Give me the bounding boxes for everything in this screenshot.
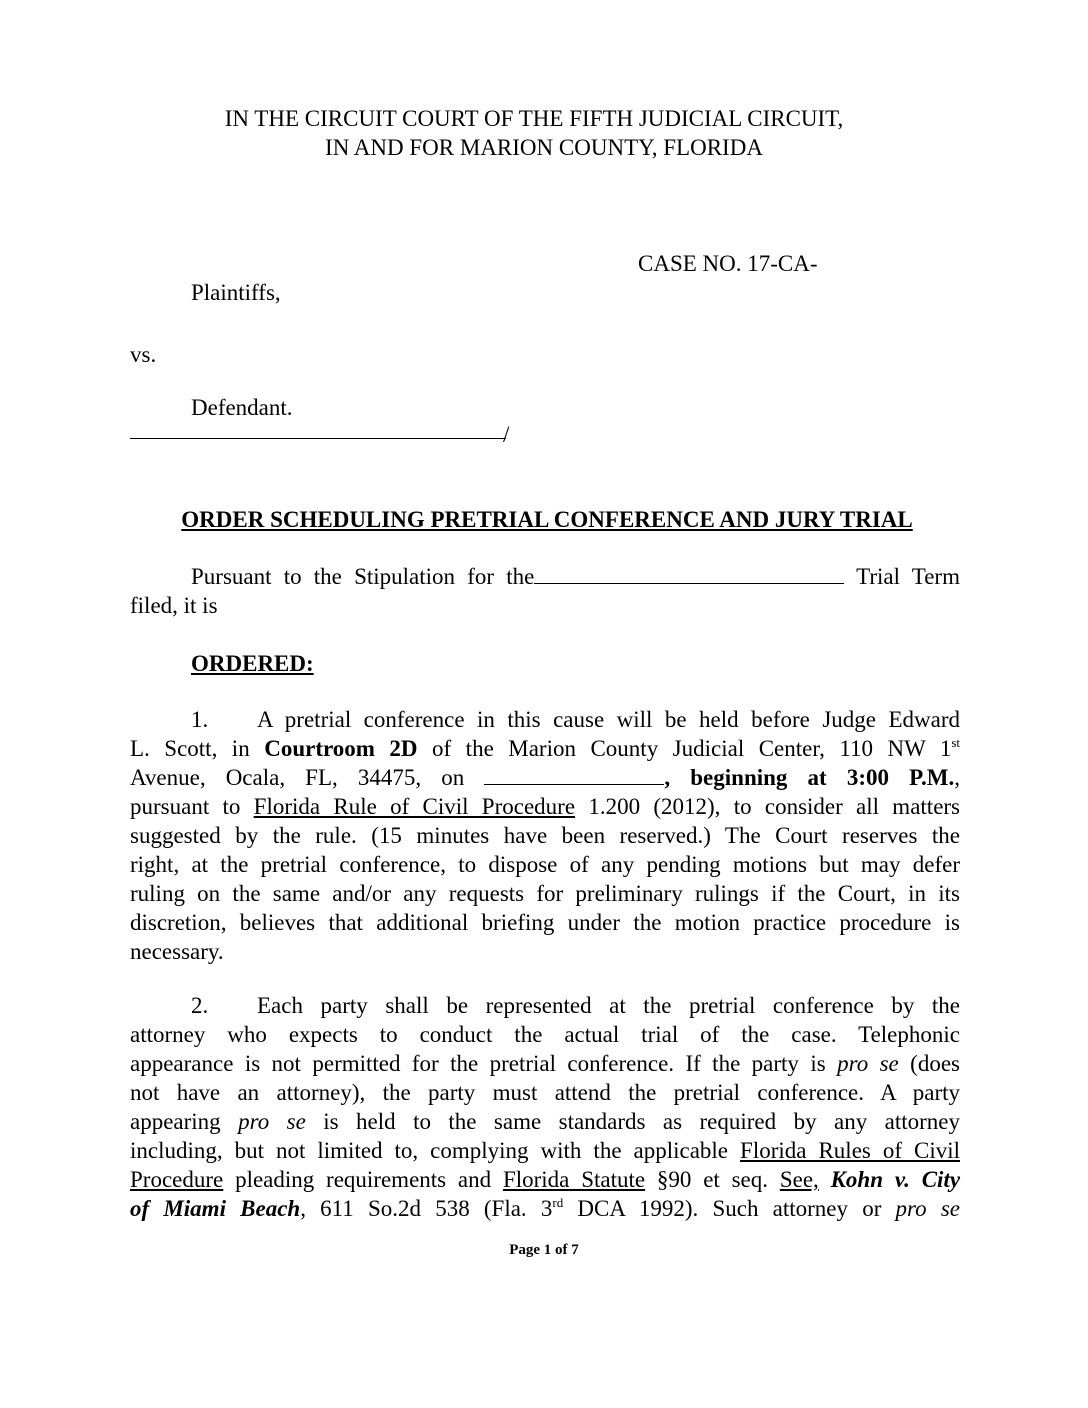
pursuant-text-before-blank: Pursuant to the Stipulation for the	[191, 564, 535, 589]
p2-l6-a: including, but not limited to, complying with the applicable	[130, 1138, 729, 1163]
order-title-text: ORDER SCHEDULING PRETRIAL CONFERENCE AND JURY TRIAL	[181, 507, 913, 532]
p2-line-1	[130, 991, 960, 1020]
florida-statute-reference: Florida Statute	[502, 1167, 646, 1192]
versus-label: vs.	[130, 342, 157, 367]
conference-time: , beginning at 3:00 P.M.	[664, 765, 955, 790]
p1-line-6: right, at the pretrial conference, to dispose of any pending motions but may defer	[130, 852, 960, 877]
caption-slash: /	[503, 422, 510, 447]
pursuant-text-after-blank: Trial Term	[856, 564, 960, 589]
plaintiffs-label: Plaintiffs,	[191, 280, 281, 305]
p2-l5-pro-se: pro se	[238, 1109, 306, 1134]
p2-l5-a: appearing	[130, 1109, 221, 1134]
pursuant-line-1	[130, 562, 960, 591]
p2-line-4: not have an attorney), the party must attend the pretrial conference. A party	[130, 1080, 960, 1105]
p2-l5-b: is held to the same standards as required by any attorney	[323, 1109, 961, 1134]
p1-l3-a: Avenue, Ocala, FL, 34475, on	[130, 765, 465, 790]
page-number-footer: Page 1 of 7	[509, 1242, 579, 1258]
p2-line-6	[130, 1136, 960, 1165]
florida-rule-reference: Florida Rule of Civil Procedure	[253, 794, 576, 819]
courtroom-label: Courtroom 2D	[264, 736, 418, 761]
p2-l3-b: (does	[910, 1051, 960, 1076]
conference-date-blank	[484, 764, 664, 785]
p1-line-1-text: A pretrial conference in this cause will be held before Judge Edward	[257, 707, 960, 732]
p2-l8-pro-se: pro se	[895, 1196, 960, 1221]
pursuant-paragraph	[130, 562, 960, 620]
p1-l4-b: 1.200 (2012), to consider all matters	[588, 794, 961, 819]
court-heading-line-1: IN THE CIRCUIT COURT OF THE FIFTH JUDICIAL CIRCUIT,	[224, 106, 844, 131]
p1-l4-a: pursuant to	[130, 794, 241, 819]
trial-term-blank	[534, 563, 844, 584]
p1-line-4	[130, 792, 960, 821]
p1-line-1	[130, 705, 960, 734]
ordered-heading: ORDERED:	[191, 651, 314, 676]
p1-l2-c: of the Marion County Judicial Center, 110 NW 1	[432, 736, 952, 761]
p2-line-5	[130, 1107, 960, 1136]
p1-number: 1.	[191, 707, 209, 732]
order-title	[0, 505, 1088, 534]
p2-l8-a: , 611 So.2d 538 (Fla. 3	[300, 1196, 553, 1221]
paragraph-2	[130, 991, 960, 1223]
p2-l8-b: DCA 1992). Such attorney or	[577, 1196, 882, 1221]
p1-line-9: necessary.	[130, 939, 224, 964]
p2-line-8	[130, 1194, 960, 1223]
see-signal: See,	[779, 1167, 819, 1192]
pursuant-line-2: filed, it is	[130, 593, 218, 618]
court-heading-line-2: IN AND FOR MARION COUNTY, FLORIDA	[325, 135, 763, 160]
p2-l8-sup: rd	[552, 1195, 564, 1210]
p2-line-3	[130, 1049, 960, 1078]
p2-l7-b: §90 et seq.	[656, 1167, 768, 1192]
p1-line-5: suggested by the rule. (15 minutes have been reserved.) The Court reserves the	[130, 823, 960, 848]
caption-signature-line	[130, 438, 506, 439]
p2-line-2: attorney who expects to conduct the actual trial of the case. Telephonic	[130, 1022, 960, 1047]
p2-line-1-text: Each party shall be represented at the pretrial conference by the	[257, 993, 960, 1018]
defendant-label: Defendant.	[191, 395, 293, 420]
p2-l3-a: appearance is not permitted for the pretrial conference. If the party is	[130, 1051, 826, 1076]
p1-l2-sup: st	[951, 735, 961, 750]
case-citation-part-1: Kohn v. City	[830, 1167, 961, 1192]
p2-l3-pro-se: pro se	[837, 1051, 899, 1076]
p2-l7-a: pleading requirements and	[235, 1167, 492, 1192]
florida-rules-civil-reference: Florida Rules of Civil	[740, 1138, 961, 1163]
p2-number: 2.	[191, 993, 209, 1018]
p1-line-8: discretion, believes that additional briefing under the motion practice procedure is	[130, 910, 960, 935]
p2-line-7	[130, 1165, 960, 1194]
paragraph-1	[130, 705, 960, 966]
procedure-reference: Procedure	[130, 1167, 224, 1192]
p1-l2-a: L. Scott, in	[130, 736, 250, 761]
case-citation-part-2: of Miami Beach	[130, 1196, 301, 1221]
p1-line-3	[130, 763, 960, 792]
p1-line-7: ruling on the same and/or any requests for preliminary rulings if the Court, in its	[130, 881, 960, 906]
case-number: CASE NO. 17-CA-	[638, 251, 818, 276]
p1-l3-c: ,	[954, 765, 960, 790]
p1-line-2	[130, 734, 960, 763]
court-heading	[0, 104, 1088, 162]
